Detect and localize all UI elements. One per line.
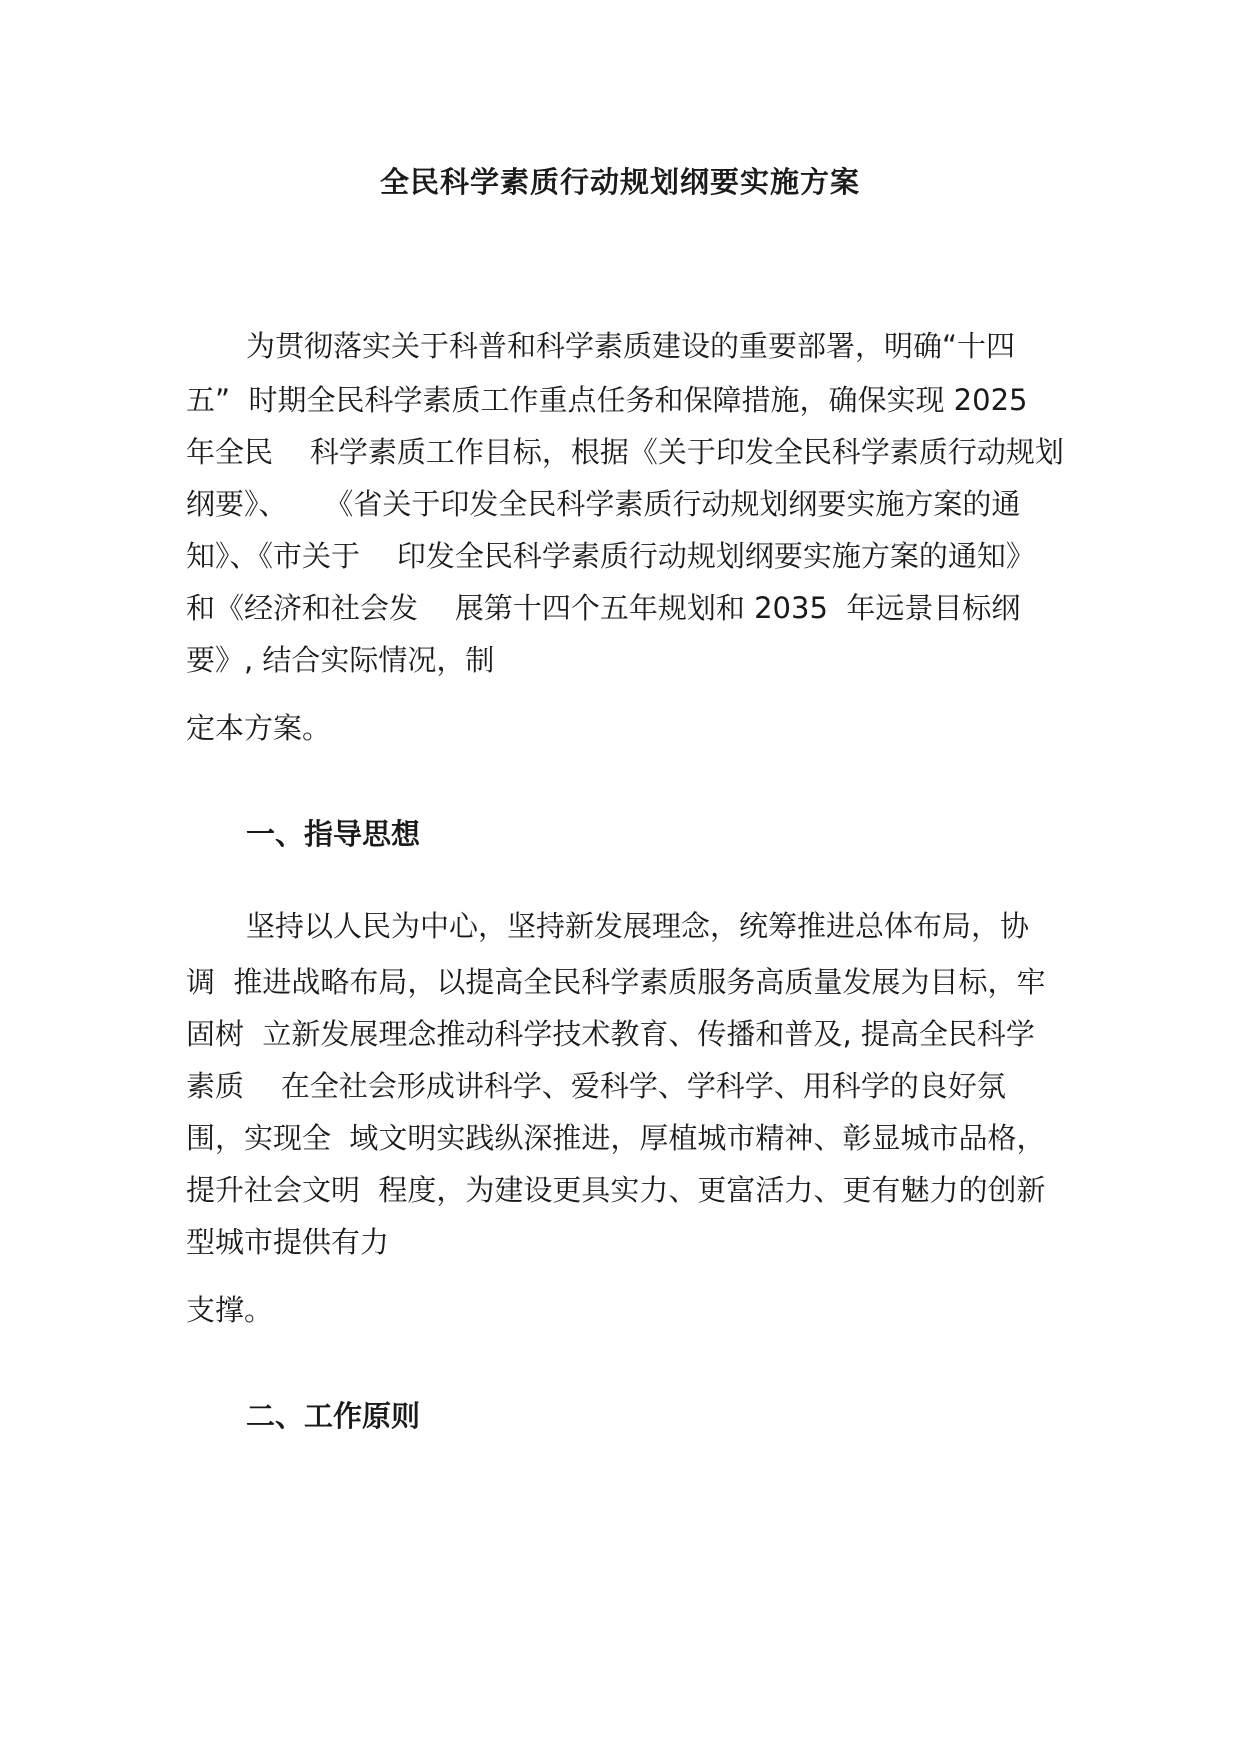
paragraph-line: 固树 立新发展理念推动科学技术教育、传播和普及, 提高全民科学 (186, 1017, 1035, 1051)
paragraph-line: 年全民 科学素质工作目标，根据《关于印发全民科学素质行动规划 (186, 435, 1064, 469)
paragraph-line: 纲要》、 《省关于印发全民科学素质行动规划纲要实施方案的通 (186, 487, 1021, 521)
document-title: 全民科学素质行动规划纲要实施方案 (379, 165, 860, 199)
paragraph-line: 坚持以人民为中心，坚持新发展理念，统筹推进总体布局，协 (246, 909, 1030, 943)
paragraph-line: 和《经济和社会发 展第十四个五年规划和 2035 年远景目标纲 (186, 591, 1021, 625)
paragraph-line: 支撑。 (186, 1293, 274, 1327)
paragraph-line: 要》, 结合实际情况，制 (186, 643, 495, 677)
paragraph-line: 提升社会文明 程度，为建设更具实力、更富活力、更有魅力的创新 (186, 1173, 1046, 1207)
paragraph-line: 为贯彻落实关于科普和科学素质建设的重要部署，明确“十四 (246, 329, 1016, 363)
section-heading-work-principles: 二、工作原则 (246, 1399, 421, 1433)
paragraph-line: 知》、《市关于 印发全民科学素质行动规划纲要实施方案的通知》 (186, 539, 1035, 573)
paragraph-line: 围，实现全 域文明实践纵深推进，厚植城市精神、彰显城市品格， (186, 1121, 1046, 1155)
paragraph-line: 素质 在全社会形成讲科学、爱科学、学科学、用科学的良好氛 (186, 1069, 1006, 1103)
paragraph-line: 型城市提供有力 (186, 1225, 390, 1259)
section-heading-guiding-ideology: 一、指导思想 (246, 817, 421, 851)
paragraph-line: 五” 时期全民科学素质工作重点任务和保障措施，确保实现 2025 (186, 383, 1028, 417)
paragraph-line: 定本方案。 (186, 711, 332, 745)
paragraph-line: 调 推进战略布局，以提高全民科学素质服务高质量发展为目标，牢 (186, 965, 1046, 999)
